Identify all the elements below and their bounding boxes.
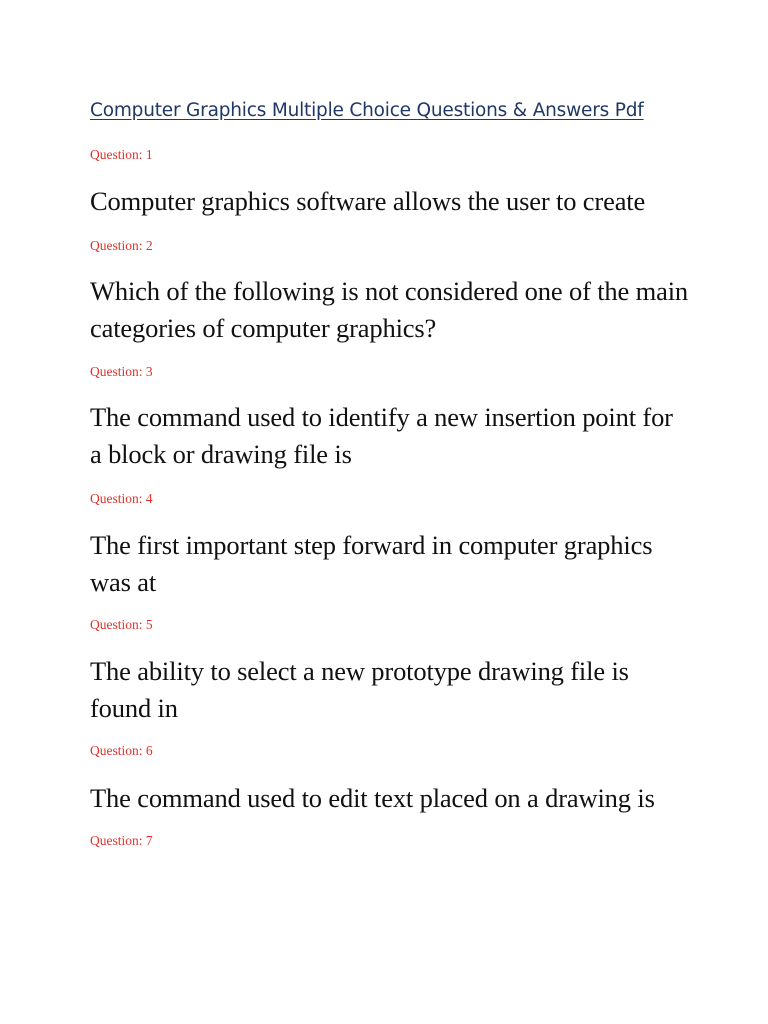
question-3-text: The command used to identify a new insertion point for a block or drawing file is [90, 402, 673, 469]
question-5-text: The ability to select a new prototype drawing file is found in [90, 656, 629, 723]
question-1-text: Computer graphics software allows the user to create [90, 186, 646, 216]
question-7-label: Question: 7 [90, 833, 153, 848]
question-6-text: The command used to edit text placed on a drawing is [90, 783, 655, 813]
question-4-text: The first important step forward in computer graphics was at [90, 530, 653, 597]
question-2-label: Question: 2 [90, 238, 153, 253]
question-6-label: Question: 6 [90, 743, 153, 758]
document-title[interactable]: Computer Graphics Multiple Choice Questions & Answers Pdf [90, 100, 644, 121]
question-3-label: Question: 3 [90, 364, 153, 379]
question-5-label: Question: 5 [90, 617, 153, 632]
question-1-label: Question: 1 [90, 147, 153, 162]
question-2-text: Which of the following is not considered one of the main categories of computer graphics? [90, 276, 689, 343]
question-4-label: Question: 4 [90, 491, 153, 506]
